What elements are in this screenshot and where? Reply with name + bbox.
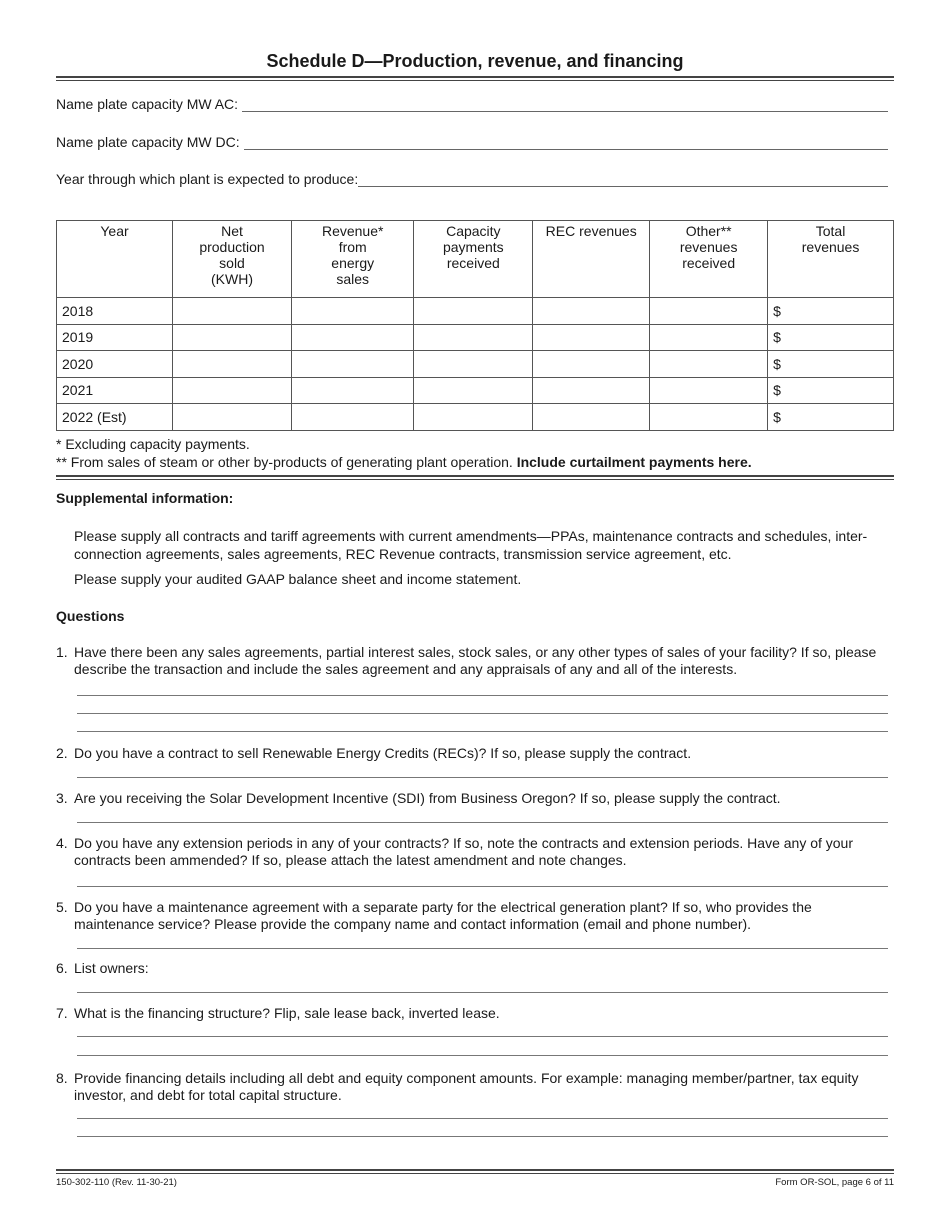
question-text: Provide financing details including all debt and equity component amounts. For example: managing member/partner, tax equity investor, and debt for total capital structure. <box>74 1070 859 1103</box>
table-header-row <box>57 221 894 298</box>
table-cell[interactable]: $ <box>768 377 894 404</box>
col-header: Year <box>57 221 173 298</box>
footnote-bold-text: Include curtailment payments here. <box>516 454 752 470</box>
answer-line[interactable] <box>77 695 888 696</box>
question-item <box>56 1005 886 1022</box>
table-cell[interactable]: $ <box>768 351 894 378</box>
question-text: What is the financing structure? Flip, sale lease back, inverted lease. <box>74 1005 500 1021</box>
field-label: Name plate capacity MW DC: <box>56 134 240 150</box>
question-item <box>56 745 886 762</box>
field-label: Name plate capacity MW AC: <box>56 96 239 112</box>
table-cell[interactable] <box>291 298 414 325</box>
question-item <box>56 644 886 678</box>
footnote-2 <box>56 454 752 470</box>
question-item <box>56 899 886 933</box>
revenue-table <box>56 220 894 431</box>
question-text: Do you have a contract to sell Renewable Energy Credits (RECs)? If so, please supply the contract. <box>74 745 692 761</box>
supplemental-paragraph: Please supply all contracts and tariff agreements with current amendments—PPAs, maintenance contracts and schedules, inter-connection agreements, sales agreements, REC Revenue contracts, transmission service agreement, etc. <box>74 528 868 562</box>
table-row <box>57 404 894 431</box>
table-cell[interactable] <box>173 351 292 378</box>
question-item <box>56 835 886 869</box>
table-cell[interactable] <box>650 351 768 378</box>
table-cell[interactable] <box>533 351 650 378</box>
mw-ac-input[interactable] <box>242 97 888 112</box>
table-cell[interactable] <box>291 404 414 431</box>
field-production-year <box>56 171 888 187</box>
answer-line[interactable] <box>77 886 888 887</box>
question-number: 3. <box>56 790 68 806</box>
answer-line[interactable] <box>77 777 888 778</box>
question-number: 5. <box>56 899 68 915</box>
table-cell[interactable] <box>173 324 292 351</box>
divider <box>56 76 894 81</box>
question-text: Have there been any sales agreements, partial interest sales, stock sales, or any other types of sales of your facility? If so, please describe the transaction and include the sales agreement and any appraisals of any and all of the interests. <box>74 644 877 677</box>
col-header: Net production sold (KWH) <box>173 221 292 298</box>
year-cell: 2018 <box>57 298 173 325</box>
table-cell[interactable]: $ <box>768 404 894 431</box>
answer-line[interactable] <box>77 992 888 993</box>
year-cell: 2022 (Est) <box>57 404 173 431</box>
form-number: 150-302-110 (Rev. 11-30-21) <box>56 1177 177 1188</box>
question-text: List owners: <box>74 960 149 976</box>
table-cell[interactable] <box>291 377 414 404</box>
table-cell[interactable] <box>414 298 533 325</box>
answer-line[interactable] <box>77 731 888 732</box>
table-row <box>57 298 894 325</box>
answer-line[interactable] <box>77 713 888 714</box>
table-cell[interactable] <box>173 377 292 404</box>
answer-line[interactable] <box>77 1118 888 1119</box>
table-cell[interactable]: $ <box>768 298 894 325</box>
footnote-text: ** From sales of steam or other by-products of generating plant operation. <box>56 454 517 470</box>
answer-line[interactable] <box>77 948 888 949</box>
question-item <box>56 960 886 977</box>
table-cell[interactable] <box>650 377 768 404</box>
table-cell[interactable] <box>414 351 533 378</box>
question-number: 2. <box>56 745 68 761</box>
mw-dc-input[interactable] <box>244 135 888 150</box>
supplemental-paragraph: Please supply your audited GAAP balance sheet and income statement. <box>74 571 522 587</box>
table-cell[interactable] <box>291 324 414 351</box>
table-cell[interactable] <box>173 404 292 431</box>
col-header: Capacity payments received <box>414 221 533 298</box>
question-text: Do you have a maintenance agreement with a separate party for the electrical generation plant? If so, who provides the maintenance service? Please provide the company name and contact information (email and phone number). <box>74 899 812 932</box>
question-item <box>56 1070 886 1104</box>
question-number: 6. <box>56 960 68 976</box>
table-cell[interactable] <box>650 404 768 431</box>
col-header: REC revenues <box>533 221 650 298</box>
table-cell[interactable] <box>533 298 650 325</box>
question-number: 4. <box>56 835 68 851</box>
table-row <box>57 324 894 351</box>
questions-heading: Questions <box>56 608 125 624</box>
table-cell[interactable] <box>650 324 768 351</box>
col-header: Other** revenues received <box>650 221 768 298</box>
col-header: Revenue* from energy sales <box>291 221 414 298</box>
page-title: Schedule D—Production, revenue, and financing <box>266 51 684 71</box>
table-cell[interactable] <box>291 351 414 378</box>
table-cell[interactable] <box>533 324 650 351</box>
year-cell: 2019 <box>57 324 173 351</box>
table-row <box>57 377 894 404</box>
year-cell: 2021 <box>57 377 173 404</box>
question-number: 1. <box>56 644 68 660</box>
divider <box>56 475 894 480</box>
table-cell[interactable] <box>650 298 768 325</box>
question-number: 7. <box>56 1005 68 1021</box>
field-label: Year through which plant is expected to produce: <box>56 171 359 187</box>
field-mw-dc <box>56 134 888 150</box>
question-number: 8. <box>56 1070 68 1086</box>
question-text: Do you have any extension periods in any of your contracts? If so, note the contracts and extension periods. Have any of your contracts been ammended? If so, please attach the latest amendment and note changes. <box>74 835 854 868</box>
table-cell[interactable] <box>414 324 533 351</box>
supplemental-heading: Supplemental information: <box>56 490 234 506</box>
answer-line[interactable] <box>77 1036 888 1037</box>
answer-line[interactable] <box>77 822 888 823</box>
footnote-1: * Excluding capacity payments. <box>56 436 250 452</box>
table-cell[interactable] <box>173 298 292 325</box>
table-cell[interactable] <box>533 377 650 404</box>
answer-line[interactable] <box>77 1136 888 1137</box>
table-cell[interactable] <box>414 404 533 431</box>
year-cell: 2020 <box>57 351 173 378</box>
col-header: Total revenues <box>768 221 894 298</box>
answer-line[interactable] <box>77 1055 888 1056</box>
footer-divider <box>56 1169 894 1174</box>
table-cell[interactable]: $ <box>768 324 894 351</box>
table-cell[interactable] <box>414 377 533 404</box>
field-mw-ac <box>56 96 888 112</box>
page-number: Form OR-SOL, page 6 of 11 <box>775 1177 894 1188</box>
production-year-input[interactable] <box>358 172 888 187</box>
question-item <box>56 790 886 807</box>
table-cell[interactable] <box>533 404 650 431</box>
table-row <box>57 351 894 378</box>
question-text: Are you receiving the Solar Development Incentive (SDI) from Business Oregon? If so, please supply the contract. <box>74 790 781 806</box>
